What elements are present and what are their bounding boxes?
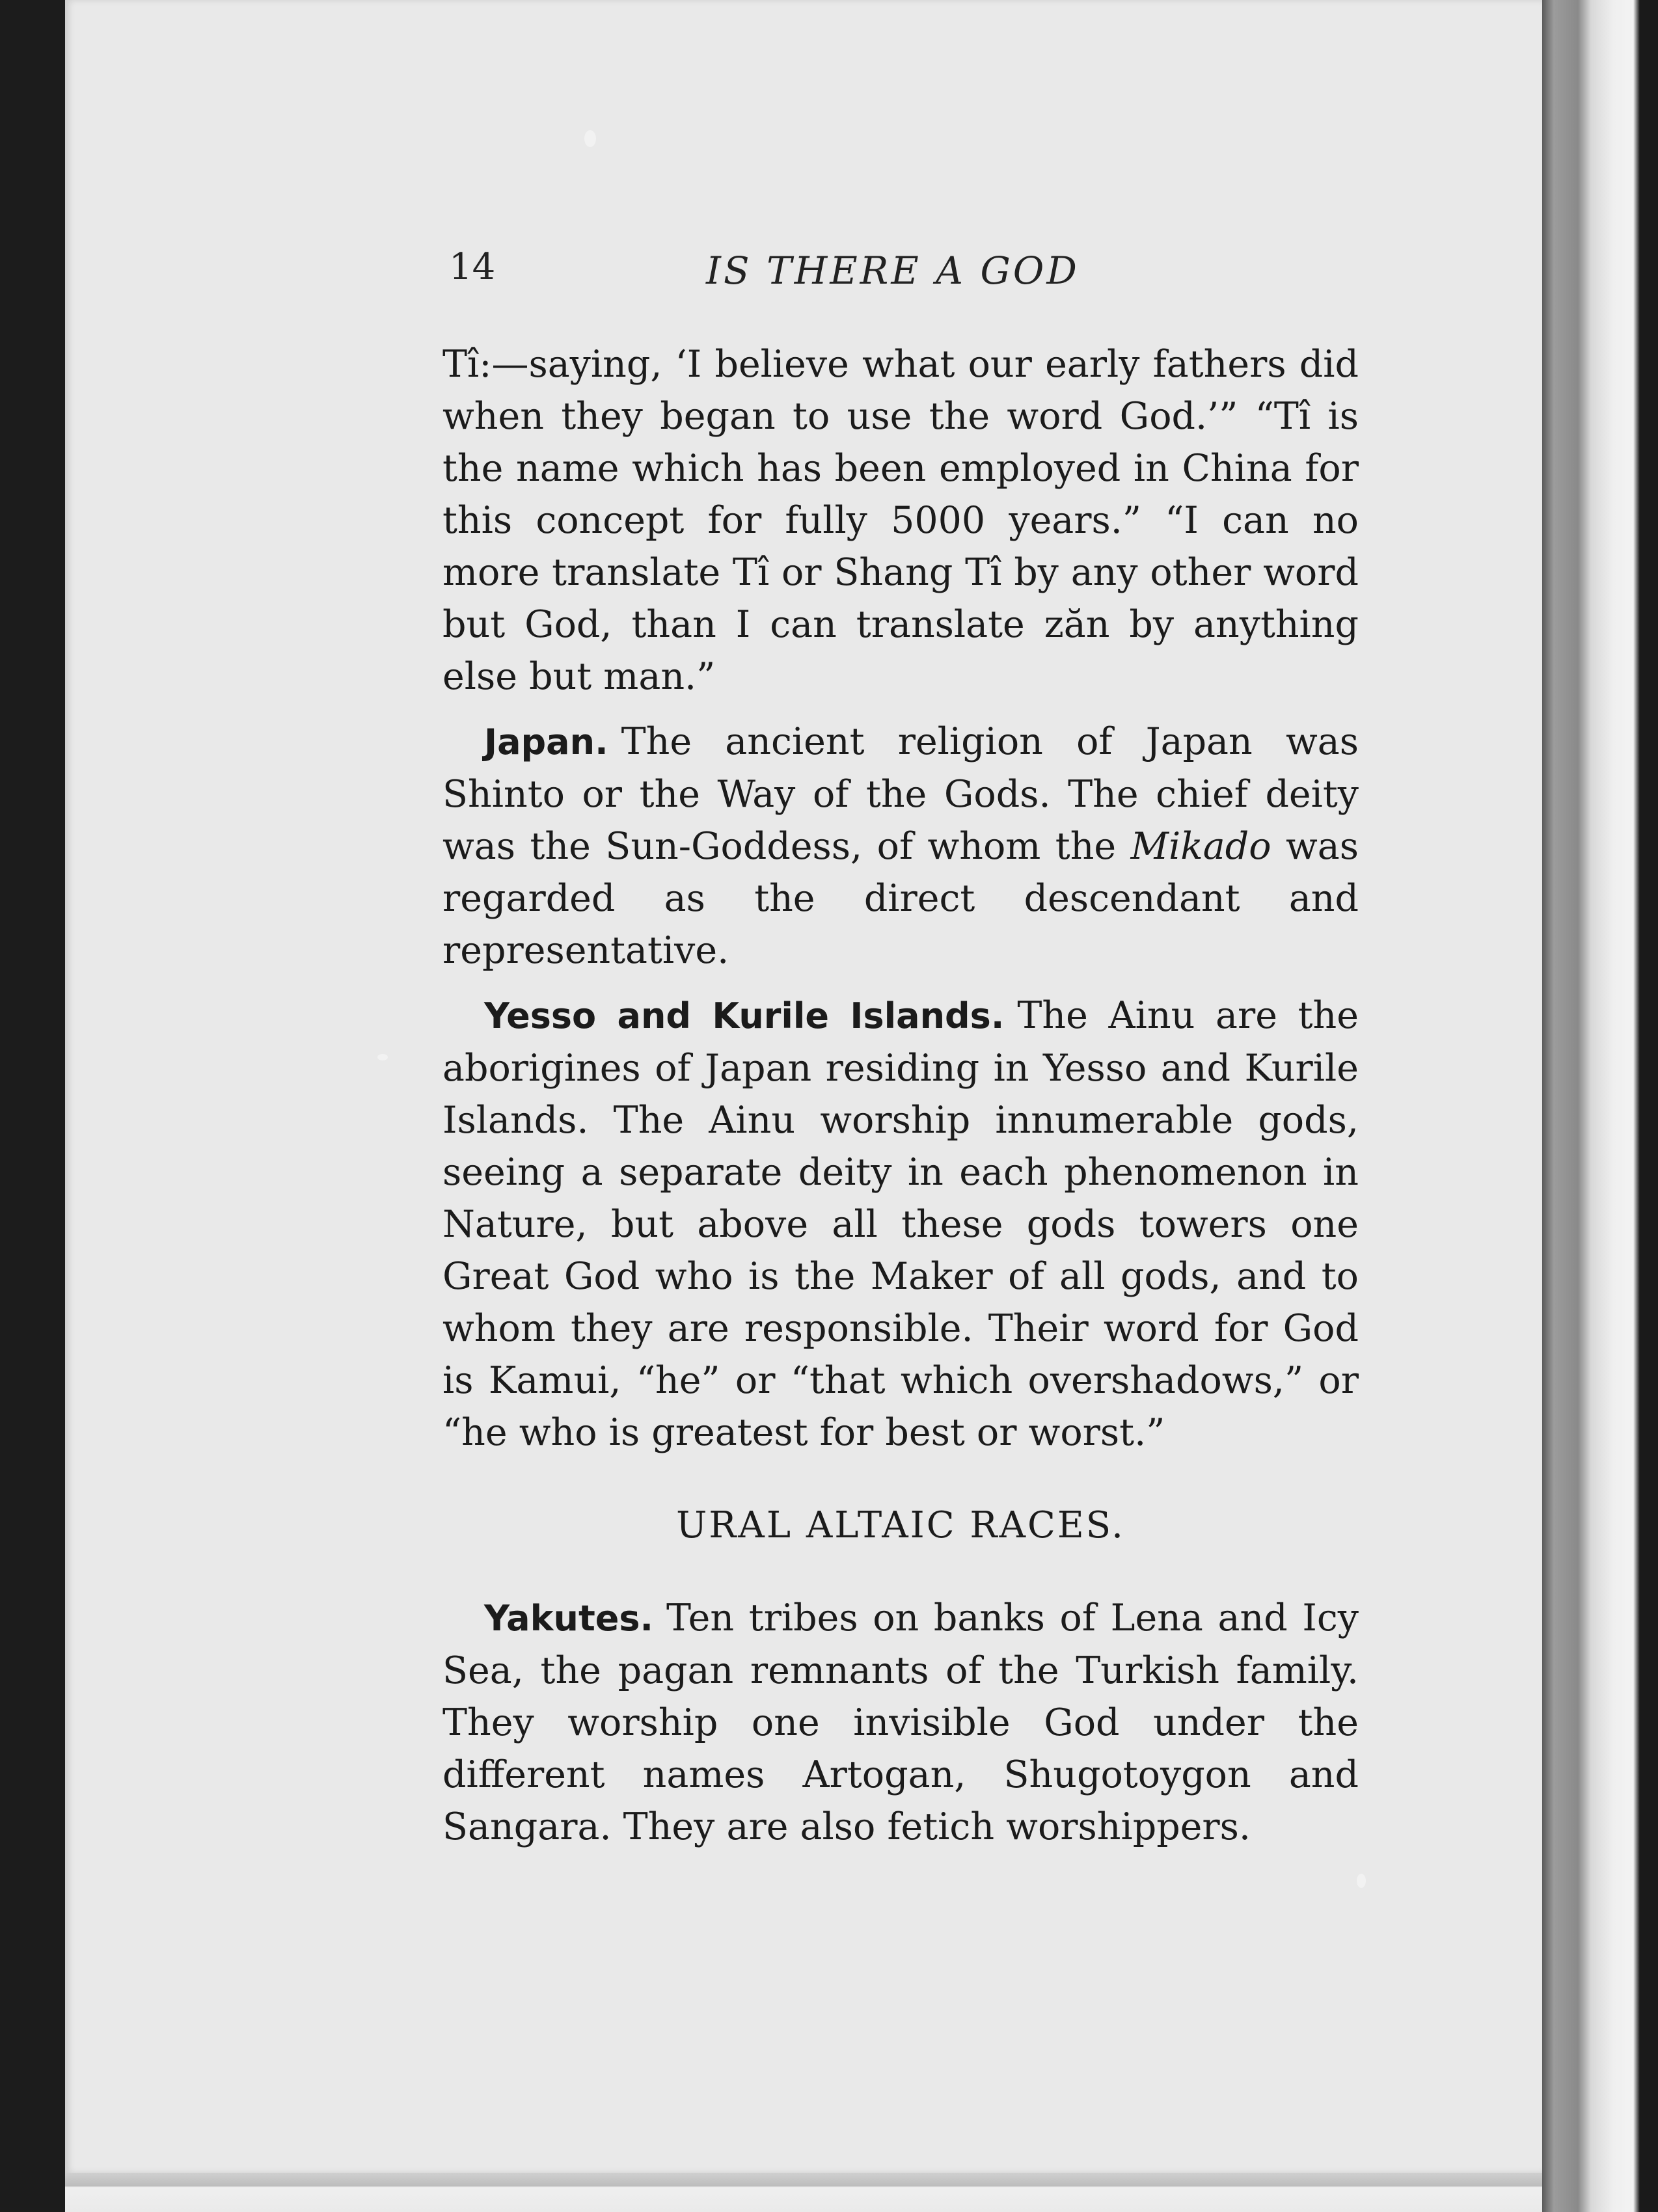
emphasis-text: Mikado (1130, 825, 1271, 868)
paragraph-china-continued (442, 338, 1359, 703)
paragraph-text: The ancient religion of Japan was Shinto or the Way of the Gods. The chief deity was the Sun-Goddess, of whom the (442, 720, 1359, 868)
page-header (449, 246, 1360, 304)
paragraph-lead: Yesso and Kurile Islands. (484, 995, 1005, 1036)
paragraph-text: Ten tribes on banks of Lena and Icy Sea, the pagan remnants of the Turkish family. They worship one invisible God under the different names Artogan, Shugotoygon and Sangara. They are also fetich worshippers. (442, 1597, 1359, 1848)
paragraph-lead: Yakutes. (484, 1598, 654, 1639)
paragraph-text: Tî:—saying, ‘I believe what our early fathers did when they began to use the word God.’” “Tî is the name which has been employed in China for this concept for fully 5000 years.” “I can no more translate Tî or Shang Tî by any other word but God, than I can translate zăn by anything else but man.” (442, 343, 1359, 698)
page-bottom-edge (65, 2173, 1542, 2212)
paragraph-yesso-kurile (442, 990, 1359, 1459)
paragraph-yakutes (442, 1592, 1359, 1853)
paper-speck (377, 1054, 388, 1060)
body-text (442, 338, 1359, 1866)
paper-speck (584, 130, 596, 147)
scan-left-border (0, 0, 65, 2212)
paragraph-text: The Ainu are the aborigines of Japan residing in Yesso and Kurile Islands. The Ainu worship innumerable gods, seeing a separate deity in each phenomenon in Nature, but above all these gods towers one Great God who is the Maker of all gods, and to whom they are responsible. Their word for God is Kamui, “he” or “that which overshadows,” or “he who is greatest for best or worst.” (442, 994, 1359, 1454)
paragraph-japan (442, 716, 1359, 977)
running-head: IS THERE A GOD (706, 249, 1080, 293)
paragraph-text: was regarded as the direct descendant and representative. (442, 825, 1359, 972)
book-spine-edge (1542, 0, 1658, 2212)
paper-speck (1357, 1874, 1366, 1888)
section-heading: URAL ALTAIC RACES. (676, 1504, 1125, 1546)
page-number: 14 (449, 246, 496, 288)
paragraph-lead: Japan. (484, 722, 608, 762)
